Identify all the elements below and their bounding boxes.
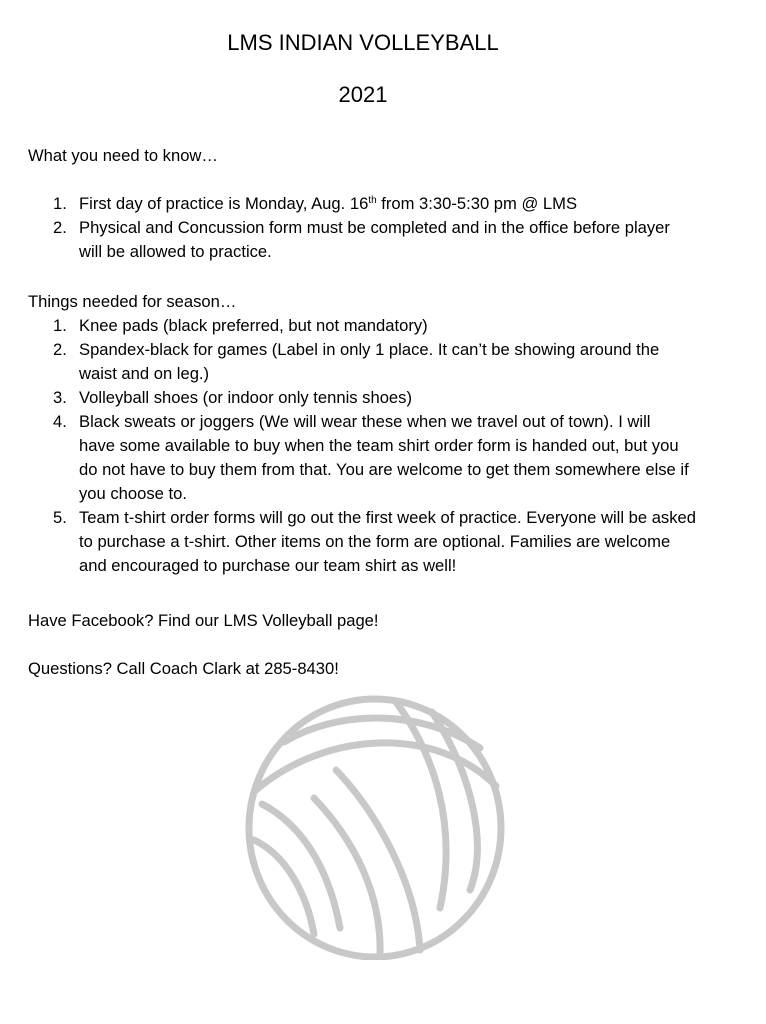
list-item <box>28 338 691 386</box>
ordinal-suffix: th <box>368 195 377 206</box>
season-heading: Things needed for season… <box>28 292 237 311</box>
season-list <box>28 314 729 578</box>
list-number: 1. <box>53 316 67 335</box>
volleyball-icon <box>244 694 506 960</box>
list-item <box>28 506 701 578</box>
list-item <box>28 314 729 338</box>
list-number: 1. <box>53 194 67 213</box>
list-item-text: Knee pads (black preferred, but not mandatory) <box>79 316 428 335</box>
page-title: LMS INDIAN VOLLEYBALL <box>227 30 499 55</box>
list-item-text: Physical and Concussion form must be completed and in the office before player will be allowed to practice. <box>79 218 670 261</box>
list-number: 4. <box>53 412 67 431</box>
facebook-note: Have Facebook? Find our LMS Volleyball page! <box>28 611 379 630</box>
practice-time-text: from 3:30-5:30 pm @ LMS <box>376 194 578 213</box>
list-number: 3. <box>53 388 67 407</box>
list-item-text: Black sweats or joggers (We will wear these when we travel out of town). I will have some available to buy when the team shirt order form is handed out, but you do not have to buy them from that. You are welcome to get them somewhere else if you choose to. <box>79 412 689 503</box>
list-item <box>28 192 729 216</box>
page-year: 2021 <box>338 82 388 107</box>
list-item-text: Team t-shirt order forms will go out the first week of practice. Everyone will be asked to purchase a t-shirt. Other items on the form are optional. Families are welcome and encouraged to purchase our team shirt as well! <box>79 508 696 575</box>
list-number: 2. <box>53 340 67 359</box>
list-number: 5. <box>53 508 67 527</box>
know-list <box>28 192 729 264</box>
list-item <box>28 410 691 506</box>
list-item <box>28 216 691 264</box>
list-item-text: Spandex-black for games (Label in only 1 place. It can’t be showing around the waist and on leg.) <box>79 340 660 383</box>
questions-note: Questions? Call Coach Clark at 285-8430! <box>28 659 339 678</box>
list-item-text: Volleyball shoes (or indoor only tennis shoes) <box>79 388 412 407</box>
list-item <box>28 386 729 410</box>
practice-date-text: First day of practice is Monday, Aug. 16 <box>79 194 369 213</box>
know-heading: What you need to know… <box>28 146 219 165</box>
list-number: 2. <box>53 218 67 237</box>
